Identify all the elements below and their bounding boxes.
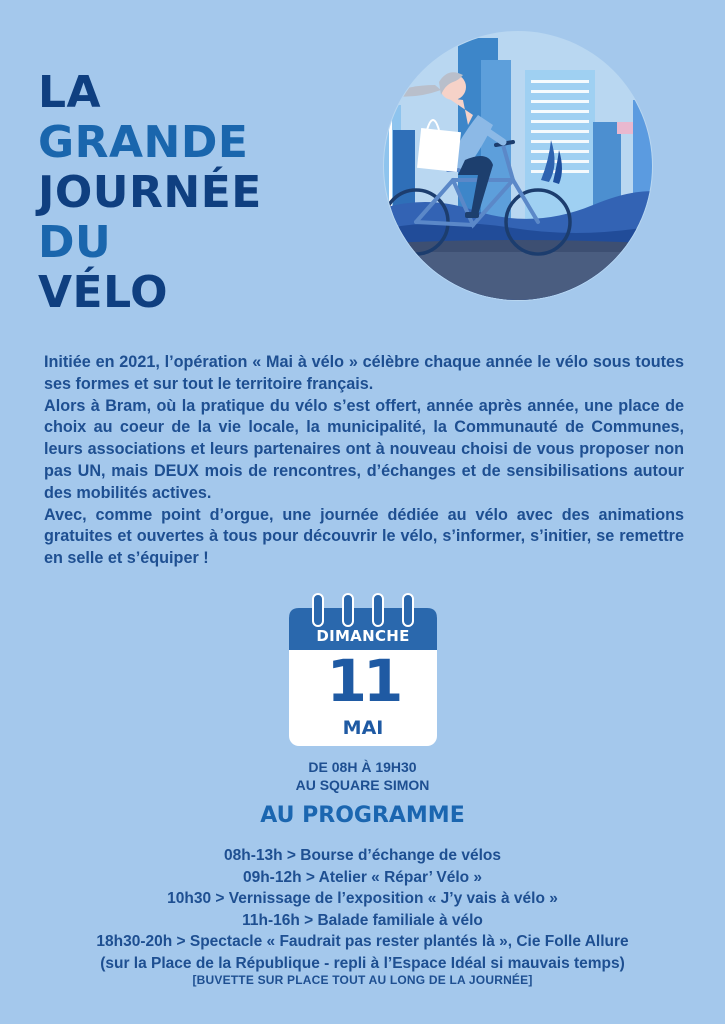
program-item: 08h-13h > Bourse d’échange de vélos — [224, 847, 501, 864]
program-item: (sur la Place de la République - repli à l’Espace Idéal si mauvais temps) — [100, 954, 625, 972]
title-line-du: DU — [38, 217, 112, 268]
intro-paragraph-3: Avec, comme point d’orgue, une journée dédiée au vélo avec des animations gratuites et ouvertes à tous pour découvrir le vélo, s’informer, s’initier, se remettre en selle et s’équiper ! — [44, 505, 684, 568]
program-item: 11h-16h > Balade familiale à vélo — [242, 911, 483, 929]
program-item: 09h-12h > Atelier « Répar’ Vélo » — [242, 868, 483, 886]
title-line-velo: VÉLO — [38, 267, 168, 318]
event-time-place — [0, 758, 725, 794]
title-line-la: LA — [38, 67, 102, 118]
title-line-grande: GRANDE — [38, 117, 249, 168]
cyclist-city-illustration — [353, 30, 683, 302]
program-item: 10h30 > Vernissage de l’exposition « J’y vais à vélo » — [167, 890, 558, 907]
buvette-note: [BUVETTE SUR PLACE TOUT AU LONG DE LA JOURNÉE] — [192, 973, 533, 987]
intro-paragraph-1: Initiée en 2021, l’opération « Mai à vélo » célèbre chaque année le vélo sous toutes ses formes et sur tout le territoire français. — [44, 353, 684, 393]
event-hours: DE 08H À 19H30 — [308, 759, 417, 775]
program-title: AU PROGRAMME — [260, 803, 465, 828]
poster-title — [38, 68, 262, 318]
intro-text — [44, 352, 684, 570]
program-item: 18h30-20h > Spectacle « Faudrait pas rester plantés là », Cie Folle Allure — [96, 933, 629, 950]
program-list — [0, 845, 725, 974]
calendar-day-name: DIMANCHE — [316, 627, 410, 645]
event-place: AU SQUARE SIMON — [295, 777, 430, 793]
title-line-journee: JOURNÉE — [38, 167, 262, 218]
calendar-month: MAI — [342, 717, 384, 739]
calendar-day-number: 11 — [326, 647, 400, 715]
intro-paragraph-2: Alors à Bram, où la pratique du vélo s’est offert, année après année, une place de choix au coeur de la vie locale, la municipalité, la Communauté de Communes, leurs associations et leurs partenaires ont à nouveau choisi de vous proposer non pas UN, mais DEUX mois de rencontres, d’échanges et de sensibilisations autour des mobilités actives. — [44, 396, 684, 502]
